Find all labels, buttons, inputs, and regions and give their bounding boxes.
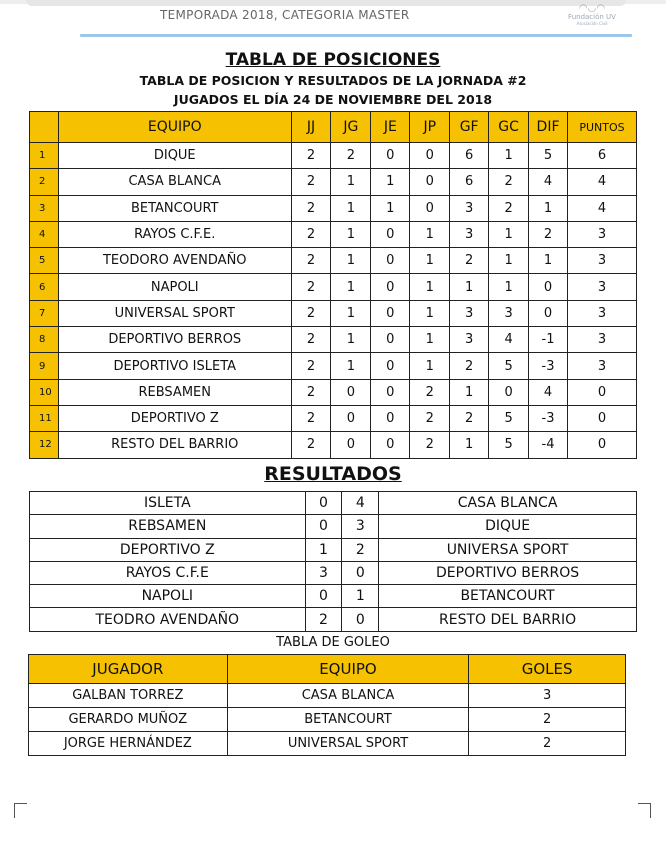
table-row xyxy=(30,327,637,353)
standings-cell: 1 xyxy=(331,221,371,247)
standings-cell: 0 xyxy=(371,327,410,353)
standings-cell: 3 xyxy=(450,195,489,221)
standings-cell: 3 xyxy=(568,248,637,274)
away-score: 2 xyxy=(342,538,379,561)
standings-cell: 0 xyxy=(371,379,410,405)
standings-cell: 6 xyxy=(450,169,489,195)
home-team: REBSAMEN xyxy=(30,515,306,538)
table-row xyxy=(30,169,637,195)
home-score: 3 xyxy=(305,561,342,584)
table-row xyxy=(30,248,637,274)
position-cell: 3 xyxy=(30,195,59,221)
standings-cell: 1 xyxy=(331,169,371,195)
standings-cell: RAYOS C.F.E. xyxy=(58,221,291,247)
table-row xyxy=(30,432,637,458)
position-cell: 1 xyxy=(30,143,59,169)
position-cell: 6 xyxy=(30,274,59,300)
standings-header-cell: JG xyxy=(331,112,371,143)
standings-header-cell: EQUIPO xyxy=(58,112,291,143)
position-cell: 2 xyxy=(30,169,59,195)
position-cell: 12 xyxy=(30,432,59,458)
home-score: 0 xyxy=(305,492,342,515)
standings-cell: RESTO DEL BARRIO xyxy=(58,432,291,458)
scorers-header-cell: GOLES xyxy=(469,655,626,684)
standings-cell: -3 xyxy=(529,405,568,431)
standings-cell: 2 xyxy=(291,248,331,274)
scorer-row xyxy=(29,684,626,708)
standings-cell: 0 xyxy=(568,379,637,405)
position-cell: 10 xyxy=(30,379,59,405)
away-score: 1 xyxy=(342,585,379,608)
scorer-row xyxy=(29,708,626,732)
standings-table xyxy=(29,111,637,459)
standings-cell: 1 xyxy=(331,195,371,221)
standings-cell: 1 xyxy=(489,221,529,247)
standings-cell: 2 xyxy=(489,169,529,195)
standings-cell: 1 xyxy=(331,248,371,274)
standings-cell: 2 xyxy=(291,143,331,169)
standings-cell: 0 xyxy=(529,300,568,326)
result-row xyxy=(30,561,637,584)
standings-cell: 4 xyxy=(568,169,637,195)
standings-cell: 1 xyxy=(489,274,529,300)
scorers-header-row xyxy=(29,655,626,684)
standings-cell: 2 xyxy=(410,432,450,458)
player-name: JORGE HERNÁNDEZ xyxy=(29,732,228,756)
result-row xyxy=(30,515,637,538)
table-row xyxy=(30,195,637,221)
standings-cell: REBSAMEN xyxy=(58,379,291,405)
standings-cell: 1 xyxy=(331,353,371,379)
standings-cell: 3 xyxy=(568,327,637,353)
position-cell: 8 xyxy=(30,327,59,353)
standings-cell: 2 xyxy=(331,143,371,169)
standings-cell: 1 xyxy=(410,300,450,326)
standings-cell: 4 xyxy=(489,327,529,353)
standings-cell: 1 xyxy=(331,327,371,353)
standings-cell: 1 xyxy=(489,143,529,169)
table-row xyxy=(30,143,637,169)
home-score: 2 xyxy=(305,608,342,631)
scorers-title: TABLA DE GOLEO xyxy=(276,635,390,650)
standings-cell: 0 xyxy=(410,143,450,169)
standings-cell: 0 xyxy=(371,405,410,431)
player-name: GALBAN TORREZ xyxy=(29,684,228,708)
standings-cell: 2 xyxy=(410,379,450,405)
standings-cell: 2 xyxy=(291,221,331,247)
table-row xyxy=(30,379,637,405)
standings-cell: UNIVERSAL SPORT xyxy=(58,300,291,326)
away-team: BETANCOURT xyxy=(379,585,637,608)
standings-cell: 1 xyxy=(450,432,489,458)
standings-cell: 0 xyxy=(371,274,410,300)
standings-header-cell: GF xyxy=(450,112,489,143)
standings-cell: 1 xyxy=(489,248,529,274)
standings-cell: 3 xyxy=(450,221,489,247)
position-cell: 4 xyxy=(30,221,59,247)
standings-cell: DEPORTIVO BERROS xyxy=(58,327,291,353)
home-team: ISLETA xyxy=(30,492,306,515)
home-score: 0 xyxy=(305,515,342,538)
table-row xyxy=(30,221,637,247)
away-team: DEPORTIVO BERROS xyxy=(379,561,637,584)
subtitle-jornada: TABLA DE POSICION Y RESULTADOS DE LA JORNADA #2 xyxy=(139,73,527,88)
standings-cell: 5 xyxy=(489,432,529,458)
position-cell: 9 xyxy=(30,353,59,379)
standings-cell: 4 xyxy=(568,195,637,221)
away-score: 0 xyxy=(342,561,379,584)
standings-cell: CASA BLANCA xyxy=(58,169,291,195)
standings-cell: 2 xyxy=(450,405,489,431)
standings-cell: 2 xyxy=(291,274,331,300)
standings-cell: 3 xyxy=(568,353,637,379)
away-score: 0 xyxy=(342,608,379,631)
standings-cell: 0 xyxy=(410,195,450,221)
standings-cell: 3 xyxy=(489,300,529,326)
standings-cell: 3 xyxy=(568,221,637,247)
results-table xyxy=(29,491,637,632)
standings-cell: 0 xyxy=(489,379,529,405)
standings-cell: 1 xyxy=(331,300,371,326)
standings-cell: 0 xyxy=(331,379,371,405)
away-team: CASA BLANCA xyxy=(379,492,637,515)
away-team: DIQUE xyxy=(379,515,637,538)
result-row xyxy=(30,492,637,515)
standings-cell: 1 xyxy=(450,274,489,300)
standings-cell: 5 xyxy=(489,405,529,431)
subtitle-date: JUGADOS EL DÍA 24 DE NOVIEMBRE DEL 2018 xyxy=(173,92,493,107)
player-name: GERARDO MUÑOZ xyxy=(29,708,228,732)
scorers-header-cell: JUGADOR xyxy=(29,655,228,684)
table-row xyxy=(30,353,637,379)
logo-line2: Asociación Civil xyxy=(576,21,608,26)
home-score: 0 xyxy=(305,585,342,608)
standings-cell: 0 xyxy=(568,432,637,458)
table-row xyxy=(30,300,637,326)
standings-cell: -3 xyxy=(529,353,568,379)
standings-cell: 2 xyxy=(291,169,331,195)
standings-header-cell: JP xyxy=(410,112,450,143)
player-team: BETANCOURT xyxy=(227,708,469,732)
standings-cell: 6 xyxy=(450,143,489,169)
standings-cell: 1 xyxy=(371,195,410,221)
position-cell: 11 xyxy=(30,405,59,431)
crop-corner-right xyxy=(638,803,651,818)
standings-cell: 5 xyxy=(529,143,568,169)
home-team: RAYOS C.F.E xyxy=(30,561,306,584)
standings-cell: 5 xyxy=(489,353,529,379)
standings-cell: 1 xyxy=(410,248,450,274)
standings-cell: BETANCOURT xyxy=(58,195,291,221)
standings-cell: 2 xyxy=(489,195,529,221)
standings-cell: 2 xyxy=(450,353,489,379)
standings-cell: 0 xyxy=(371,432,410,458)
standings-cell: 1 xyxy=(331,274,371,300)
standings-cell: 2 xyxy=(291,353,331,379)
standings-cell: 0 xyxy=(529,274,568,300)
standings-cell: 1 xyxy=(410,274,450,300)
standings-cell: 1 xyxy=(410,221,450,247)
standings-header-cell: DIF xyxy=(529,112,568,143)
scorers-table xyxy=(28,654,626,756)
home-team: TEODRO AVENDAÑO xyxy=(30,608,306,631)
standings-cell: 1 xyxy=(529,195,568,221)
away-score: 4 xyxy=(342,492,379,515)
standings-header-cell: GC xyxy=(489,112,529,143)
standings-cell: -1 xyxy=(529,327,568,353)
standings-header-cell: JE xyxy=(371,112,410,143)
result-row xyxy=(30,585,637,608)
standings-cell: 2 xyxy=(291,379,331,405)
standings-cell: 0 xyxy=(331,432,371,458)
header-rule xyxy=(80,34,632,37)
standings-cell: TEODORO AVENDAÑO xyxy=(58,248,291,274)
standings-cell: 2 xyxy=(450,248,489,274)
standings-cell: 1 xyxy=(410,327,450,353)
standings-cell: -4 xyxy=(529,432,568,458)
standings-cell: 2 xyxy=(529,221,568,247)
standings-cell: 0 xyxy=(371,248,410,274)
page-title: TABLA DE POSICIONES xyxy=(225,50,441,70)
standings-header-cell: PUNTOS xyxy=(568,112,637,143)
table-row xyxy=(30,274,637,300)
standings-cell: 3 xyxy=(450,300,489,326)
standings-cell: 1 xyxy=(371,169,410,195)
standings-cell: 2 xyxy=(291,300,331,326)
scorer-row xyxy=(29,732,626,756)
home-score: 1 xyxy=(305,538,342,561)
standings-cell: DEPORTIVO Z xyxy=(58,405,291,431)
crop-corner-left xyxy=(14,803,27,818)
standings-header-row xyxy=(30,112,637,143)
player-team: CASA BLANCA xyxy=(227,684,469,708)
away-score: 3 xyxy=(342,515,379,538)
logo-line1: Fundación UV xyxy=(568,13,616,21)
standings-cell: 0 xyxy=(371,300,410,326)
standings-header-cell: JJ xyxy=(291,112,331,143)
standings-cell: 4 xyxy=(529,169,568,195)
table-row xyxy=(30,405,637,431)
player-goals: 2 xyxy=(469,708,626,732)
result-row xyxy=(30,538,637,561)
result-row xyxy=(30,608,637,631)
player-goals: 2 xyxy=(469,732,626,756)
standings-cell: 2 xyxy=(410,405,450,431)
standings-cell: 0 xyxy=(371,221,410,247)
standings-cell: DIQUE xyxy=(58,143,291,169)
position-cell: 5 xyxy=(30,248,59,274)
home-team: NAPOLI xyxy=(30,585,306,608)
standings-cell: 2 xyxy=(291,327,331,353)
standings-cell: 3 xyxy=(450,327,489,353)
standings-cell: 2 xyxy=(291,195,331,221)
standings-cell: 2 xyxy=(291,405,331,431)
standings-cell: 0 xyxy=(568,405,637,431)
standings-cell: 1 xyxy=(450,379,489,405)
standings-cell: NAPOLI xyxy=(58,274,291,300)
logo-icon: ◠◡◠ xyxy=(578,3,606,14)
standings-header-cell xyxy=(30,112,59,143)
standings-cell: 0 xyxy=(371,143,410,169)
standings-cell: 0 xyxy=(371,353,410,379)
standings-cell: DEPORTIVO ISLETA xyxy=(58,353,291,379)
standings-cell: 6 xyxy=(568,143,637,169)
standings-cell: 2 xyxy=(291,432,331,458)
standings-cell: 0 xyxy=(331,405,371,431)
results-title: RESULTADOS xyxy=(264,463,402,485)
logo xyxy=(552,4,632,26)
player-goals: 3 xyxy=(469,684,626,708)
position-cell: 7 xyxy=(30,300,59,326)
player-team: UNIVERSAL SPORT xyxy=(227,732,469,756)
standings-cell: 1 xyxy=(529,248,568,274)
home-team: DEPORTIVO Z xyxy=(30,538,306,561)
season-label: TEMPORADA 2018, CATEGORIA MASTER xyxy=(160,8,410,22)
standings-cell: 3 xyxy=(568,300,637,326)
standings-cell: 4 xyxy=(529,379,568,405)
standings-cell: 0 xyxy=(410,169,450,195)
scorers-header-cell: EQUIPO xyxy=(227,655,469,684)
standings-cell: 3 xyxy=(568,274,637,300)
away-team: UNIVERSA SPORT xyxy=(379,538,637,561)
top-shadow xyxy=(26,0,626,6)
away-team: RESTO DEL BARRIO xyxy=(379,608,637,631)
standings-cell: 1 xyxy=(410,353,450,379)
